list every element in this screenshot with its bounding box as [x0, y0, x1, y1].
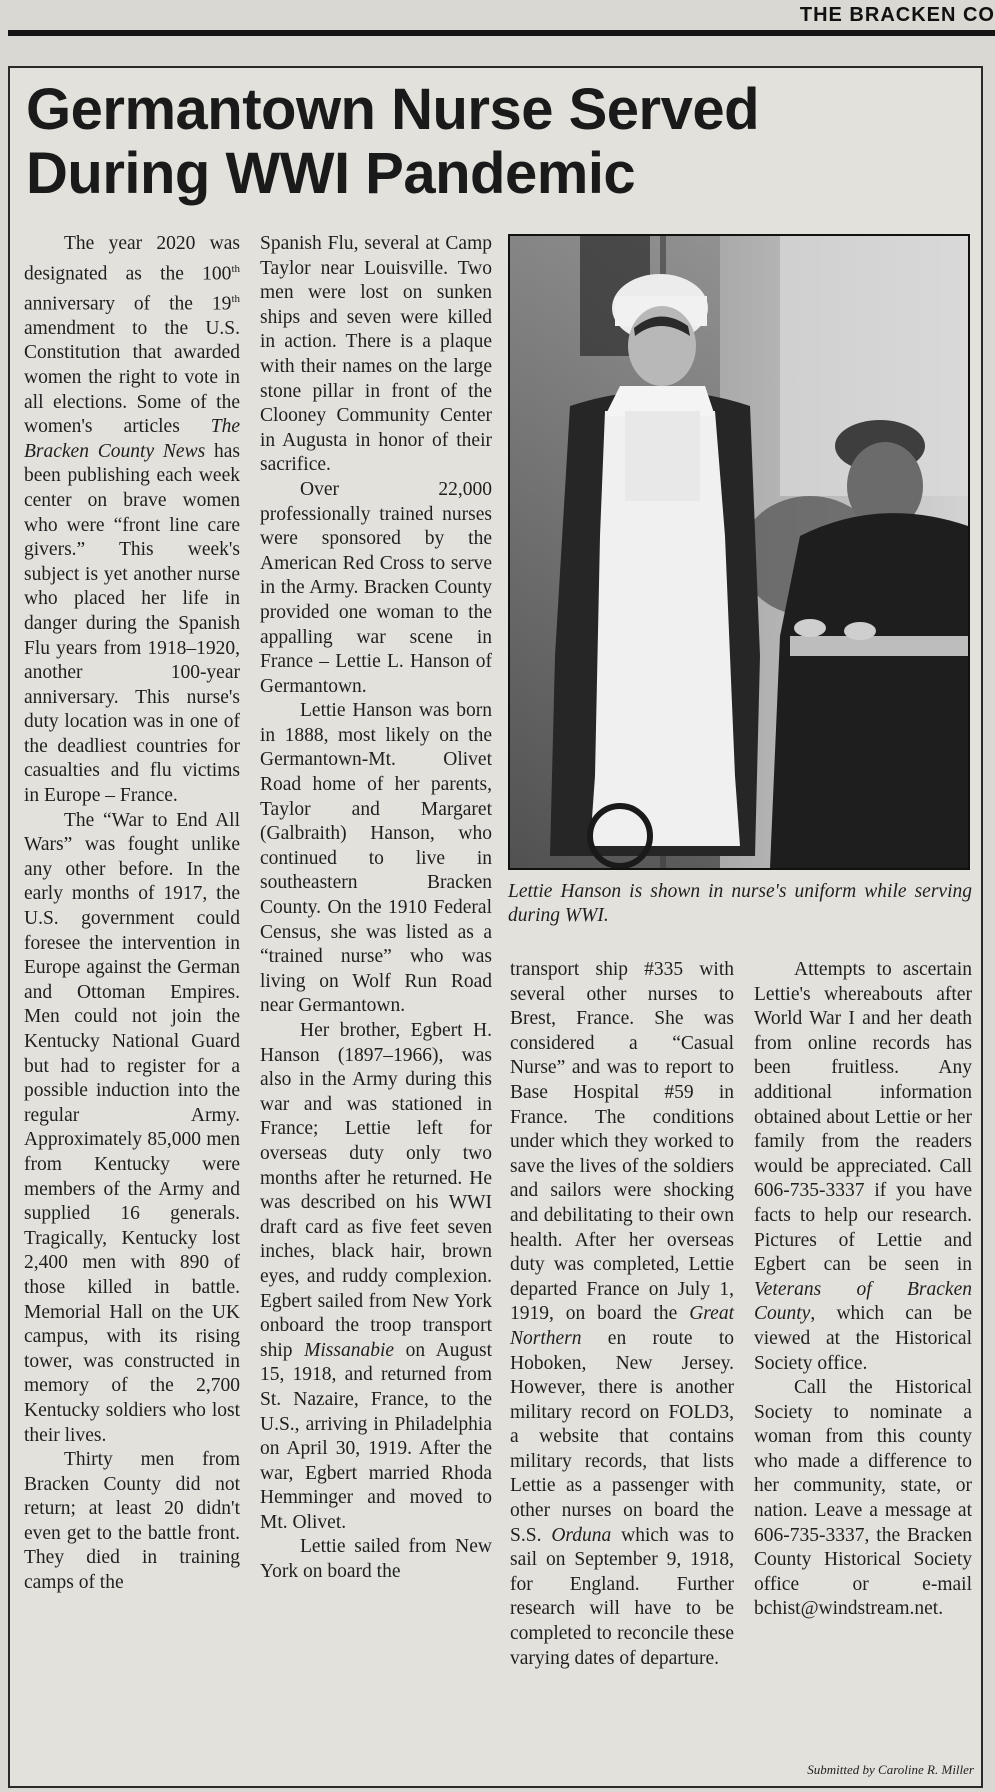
photo-caption: Lettie Hanson is shown in nurse's uniform while serving during WWI. [508, 881, 972, 926]
masthead [0, 0, 995, 36]
paragraph: Attempts to ascertain Lettie's whereabouts after World War I and her death from online records has been fruitless. Any additional information obtained about Lettie or her family from the readers would be appreciated. Call 606-735-3337 if you have facts to help our research. Pictures of Lettie and Egbert can be seen in Veterans of Bracken County, which can be viewed at the Historical Society office. [754, 959, 972, 1374]
paragraph: Call the Historical Society to nominate a woman from this county who made a difference to her community, state, or nation. Leave a message at 606-735-3337, the Bracken County Historical Society office or e-mail bchist@windstream.net. [754, 1377, 972, 1620]
paragraph: The year 2020 was designated as the 100th anniversary of the 19th amendment to the U.S. Constitution that awarded women the right to vote in all elections. Some of the women's articles The Bracken County News has been publishing each week center on brave women who were “front line care givers.” This week's subject is yet another nurse who placed her life in danger during the Spanish Flu years from 1918–1920, another 100-year anniversary. This nurse's duty location was in one of the deadliest countries for casualties and flu victims in Europe – France. [24, 233, 240, 807]
book-title: Veterans of Bracken County [754, 1278, 972, 1325]
article-column-2 [260, 232, 492, 1585]
ship-name: Great Northern [510, 1303, 734, 1349]
newspaper-name: The Bracken County News [24, 416, 240, 462]
paragraph: Lettie sailed from New York on board the [260, 1536, 492, 1583]
paragraph: Thirty men from Bracken County did not return; at least 20 didn't even get to the battle front. They died in training camps of the [24, 1449, 240, 1594]
paragraph: Her brother, Egbert H. Hanson (1897–1966), was also in the Army during this war and was stationed in France; Lettie left for overseas duty only two months after he returned. He was described on his WWI draft card as five feet seven inches, black hair, brown eyes, and ruddy complexion. Egbert sailed from New York onboard the troop transport ship Missanabie on August 15, 1918, and returned from St. Nazaire, France, to the U.S., arriving in Philadelphia on April 30, 1919. After the war, Egbert married Rhoda Hemminger and moved to Mt. Olivet. [260, 1020, 492, 1533]
masthead-rule [8, 30, 995, 36]
paragraph: Over 22,000 professionally trained nurses were sponsored by the American Red Cross to serve in the Army. Bracken County provided one woman to the appalling war scene in France – Lettie L. Hanson of Germantown. [260, 478, 492, 697]
paragraph: transport ship #335 with several other nurses to Brest, France. She was considered a “Casual Nurse” and was to report to Base Hospital #59 in France. The conditions under which they worked to save the lives of the soldiers and sailors were shocking and debilitating to their own health. After her overseas duty was completed, Lettie departed France on July 1, 1919, on board the Great Northern en route to Hoboken, New Jersey. However, there is another military record on FOLD3, a website that contains military records, that lists Lettie as a passenger with other nurses on board the S.S. Orduna which was to sail on September 9, 1918, for England. Further research will have to be completed to reconcile these varying dates of departure. [510, 959, 734, 1669]
paragraph: Spanish Flu, several at Camp Taylor near Louisville. Two men were lost on sunken ships and seven were killed in action. There is a plaque with their names on the large stone pillar in front of the Clooney Community Center in Augusta in honor of their sacrifice. [260, 233, 492, 476]
masthead-title: THE BRACKEN CO [799, 4, 995, 26]
nurse-photo [508, 234, 970, 870]
headline-line-1: Germantown Nurse Served [26, 77, 760, 142]
headline [26, 78, 966, 206]
article-column-4 [754, 958, 972, 1622]
ship-name: Orduna [551, 1524, 612, 1546]
article-column-3 [510, 958, 734, 1671]
paragraph: The “War to End All Wars” was fought unlike any other before. In the early months of 1917, the U.S. government could foresee the intervention in Europe against the German and Ottoman Empires. Men could not join the Kentucky National Guard but had to register for a possible induction into the regular Army. Approximately 85,000 men from Kentucky were members of the Army and supplied 16 generals. Tragically, Kentucky lost 2,400 men with 890 of those killed in battle. Memorial Hall on the UK campus, with its rising tower, was constructed in memory of the 2,700 Kentucky soldiers who lost their lives. [24, 809, 240, 1446]
headline-line-2: During WWI Pandemic [26, 141, 636, 206]
ship-name: Missanabie [304, 1339, 395, 1361]
nurse-photo-illustration [510, 236, 968, 868]
paragraph: Lettie Hanson was born in 1888, most likely on the Germantown-Mt. Olivet Road home of her parents, Taylor and Margaret (Galbraith) Hanson, who continued to live in southeastern Bracken County. On the 1910 Federal Census, she was listed as a “trained nurse” who was living on Wolf Run Road near Germantown. [260, 700, 492, 1017]
author-credit: Submitted by Caroline R. Miller [807, 1762, 974, 1777]
article-column-1 [24, 232, 240, 1596]
